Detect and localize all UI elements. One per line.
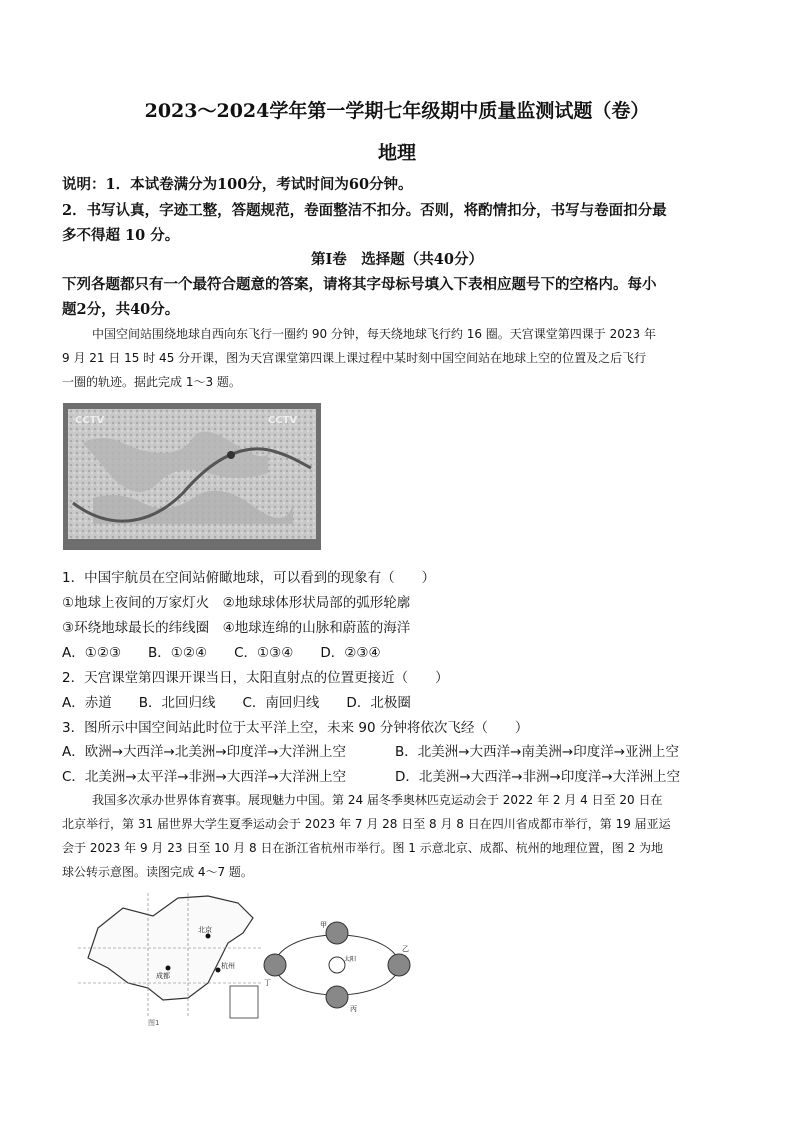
orbit-photo-svg: [63, 403, 321, 550]
sun-label: 太阳: [344, 956, 357, 963]
hangzhou-marker: [216, 968, 221, 973]
fig1-caption: 图1: [148, 1019, 160, 1027]
hangzhou-label: 杭州: [221, 962, 235, 970]
exam-title: 2023～2024学年第一学期七年级期中质量监测试题（卷）: [144, 100, 650, 122]
passage2-line-3: 会于 2023 年 9 月 23 日至 10 月 8 日在浙江省杭州市举行。图 1 示意北京、成都、杭州的地理位置，图 2 为地: [62, 841, 664, 855]
passage2-line-1: 我国多次承办世界体育赛事。展现魅力中国。第 24 届冬季奥林匹克运动会于 2022 年 2 月 4 日至 20 日在: [92, 793, 663, 807]
q2-options: A．赤道 B．北回归线 C．南回归线 D．北极圈: [62, 695, 411, 711]
q1-line-1: ①地球上夜间的万家灯火 ②地球球体形状局部的弧形轮廓: [62, 595, 411, 611]
q3-option-a: A．欧洲→大西洋→北美洲→印度洋→大洋洲上空: [62, 744, 346, 760]
q3-option-b: B．北美洲→大西洋→南美洲→印度洋→亚洲上空: [395, 744, 680, 760]
revolution-svg: [262, 915, 412, 1025]
label-a: 甲: [320, 921, 327, 929]
orbit-photo: [63, 403, 321, 550]
q3-stem: 3．图所示中国空间站此时位于太平洋上空，未来 90 分钟将依次飞经（ ）: [62, 720, 529, 736]
earth-position-a: [326, 922, 348, 944]
q1-options: A．①②③ B．①②④ C．①③④ D．②③④: [62, 645, 381, 661]
q3-option-d: D．北美洲→大西洋→非洲→印度洋→大洋洲上空: [395, 769, 681, 785]
cctv-logo-left: CCTV: [75, 415, 105, 426]
passage1-line-2: 9 月 21 日 15 时 45 分开课，图为天宫课堂第四课上课过程中某时刻中国空间站在地球上空的位置及之后飞行: [62, 351, 647, 365]
earth-position-b: [388, 954, 410, 976]
beijing-label: 北京: [198, 926, 212, 934]
cctv-logo-right: CCTV: [268, 415, 298, 426]
section-heading: 第Ⅰ卷 选择题（共40分）: [311, 251, 483, 268]
q1-line-2: ③环绕地球最长的纬线圈 ④地球连绵的山脉和蔚蓝的海洋: [62, 620, 411, 636]
space-station-marker: [227, 451, 235, 459]
section-intro-a: 下列各题都只有一个最符合题意的答案，请将其字母标号填入下表相应题号下的空格内。每小: [62, 276, 657, 293]
label-c: 丙: [350, 1005, 357, 1013]
revolution-figure: [262, 915, 412, 1025]
earth-position-d: [264, 954, 286, 976]
earth-position-c: [326, 986, 348, 1008]
chengdu-label: 成都: [156, 972, 170, 980]
passage1-line-3: 一圈的轨迹。据此完成 1～3 题。: [62, 375, 241, 389]
subject-title: 地理: [377, 142, 416, 164]
passage1-line-1: 中国空间站围绕地球自西向东飞行一圈约 90 分钟，每天绕地球飞行约 16 圈。天宫课堂第四课于 2023 年: [92, 327, 656, 341]
label-b: 乙: [402, 945, 409, 953]
instruction-line-1: 说明：1．本试卷满分为100分，考试时间为60分钟。: [62, 176, 413, 193]
passage2-line-2: 北京举行，第 31 届世界大学生夏季运动会于 2023 年 7 月 28 日至 8 月 8 日在四川省成都市举行，第 19 届亚运: [62, 817, 671, 831]
label-d: 丁: [264, 979, 271, 987]
chengdu-marker: [166, 966, 171, 971]
q2-stem: 2．天宫课堂第四课开课当日，太阳直射点的位置更接近（ ）: [62, 670, 449, 686]
sun-icon: [329, 957, 345, 973]
instruction-line-2b: 多不得超 10 分。: [62, 227, 180, 244]
q3-option-c: C．北美洲→太平洋→非洲→大西洋→大洋洲上空: [62, 769, 347, 785]
china-map-figure: [68, 888, 268, 1028]
south-china-sea-inset: [230, 986, 258, 1018]
instruction-line-2a: 2．书写认真，字迹工整，答题规范，卷面整洁不扣分。否则，将酌情扣分，书写与卷面扣分最: [62, 202, 667, 219]
beijing-marker: [206, 934, 211, 939]
section-intro-b: 题2分，共40分。: [62, 301, 180, 318]
passage2-line-4: 球公转示意图。读图完成 4～7 题。: [62, 865, 253, 879]
china-map-svg: [68, 888, 268, 1028]
q1-stem: 1．中国宇航员在空间站俯瞰地球，可以看到的现象有（ ）: [62, 570, 436, 586]
